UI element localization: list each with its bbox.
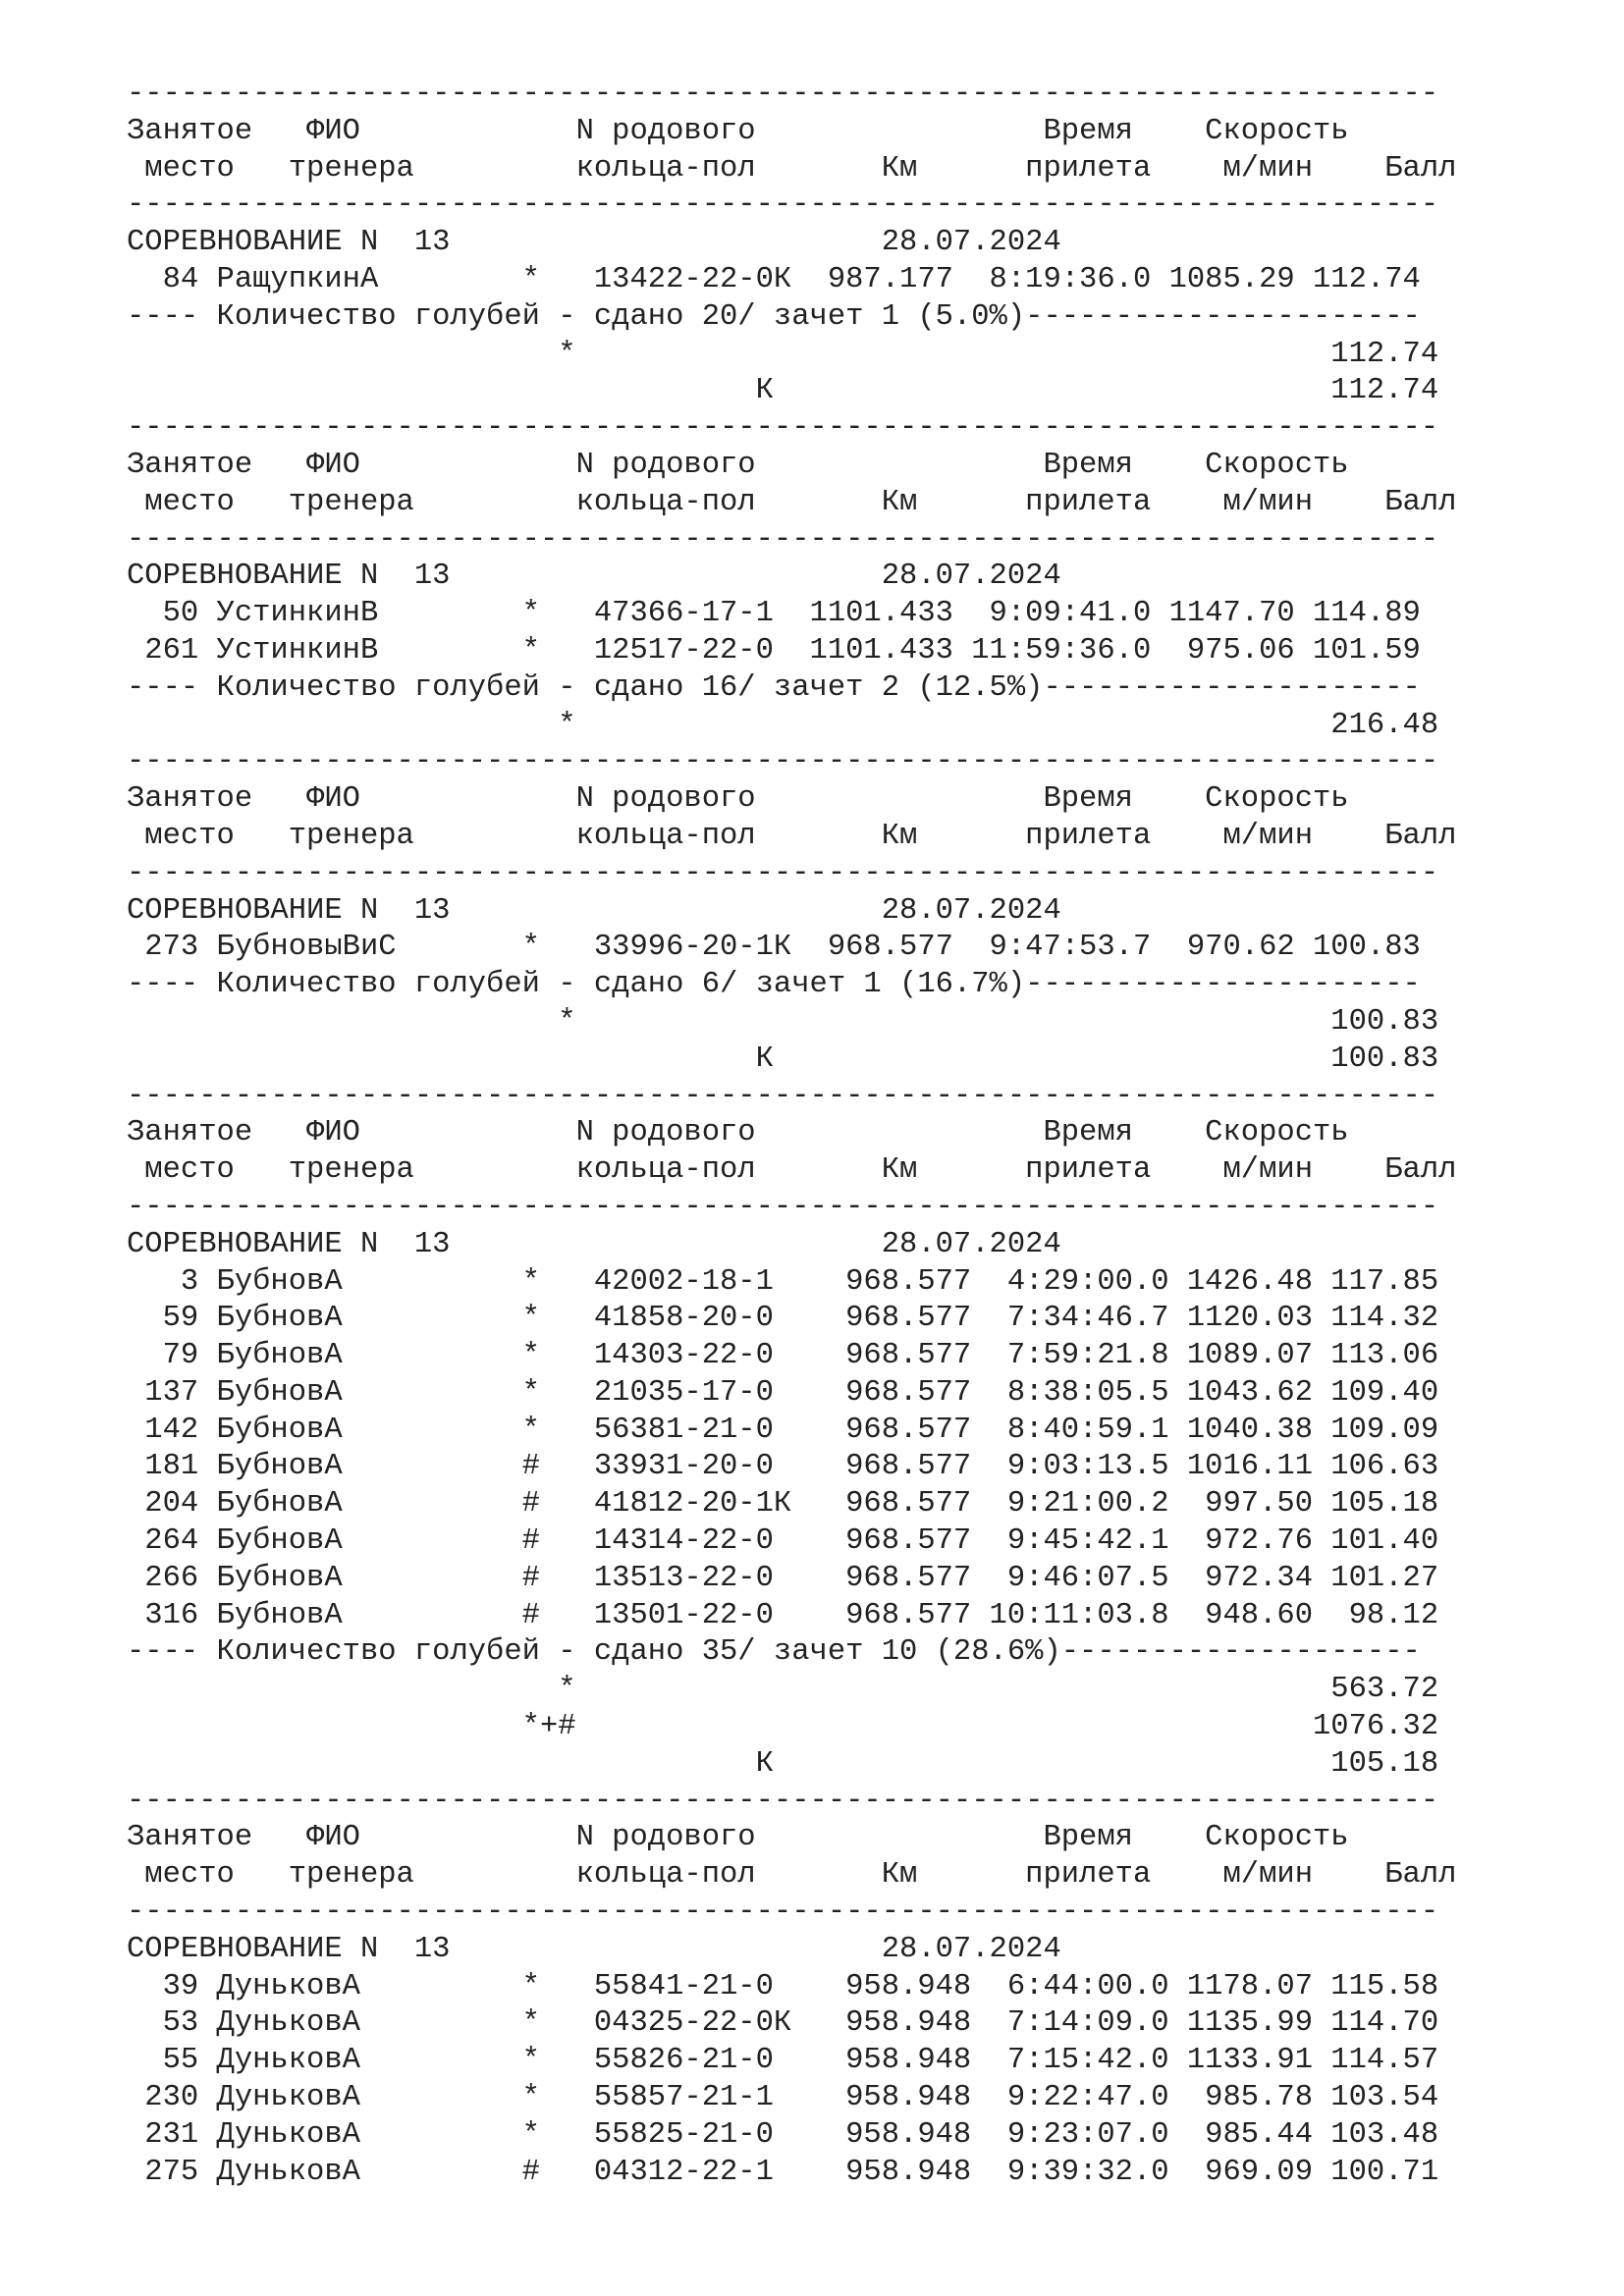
result-row: 50 УстинкинВ * 47366-17-1 1101.433 9:09:41.0 1147.70 114.89 — [127, 597, 1421, 631]
total-line: * 563.72 — [127, 1673, 1439, 1707]
result-row: 275 ДуньковА # 04312-22-1 958.948 9:39:32.0 969.09 100.71 — [127, 2155, 1439, 2189]
column-header-line: место тренера кольца-пол Км прилета м/мин Балл — [127, 485, 1457, 519]
competition-line: СОРЕВНОВАНИЕ N 13 28.07.2024 — [127, 1932, 1061, 1966]
separator-line: ------------------------------------------------------------------------- — [127, 856, 1439, 890]
result-row: 266 БубновА # 13513-22-0 968.577 9:46:07.5 972.34 101.27 — [127, 1561, 1439, 1595]
column-header-line: Занятое ФИО N родового Время Скорость — [127, 1116, 1349, 1150]
column-header-line: место тренера кольца-пол Км прилета м/мин Балл — [127, 1858, 1457, 1893]
result-row: 137 БубновА * 21035-17-0 968.577 8:38:05.5 1043.62 109.40 — [127, 1375, 1439, 1410]
result-row: 53 ДуньковА * 04325-22-0К 958.948 7:14:09.0 1135.99 114.70 — [127, 2006, 1439, 2041]
result-row: 264 БубновА # 14314-22-0 968.577 9:45:42.1 972.76 101.40 — [127, 1524, 1439, 1559]
result-row: 231 ДуньковА * 55825-21-0 958.948 9:23:07.0 985.44 103.48 — [127, 2117, 1439, 2152]
separator-line: ------------------------------------------------------------------------- — [127, 188, 1439, 223]
result-row: 84 РащупкинА * 13422-22-0К 987.177 8:19:36.0 1085.29 112.74 — [127, 262, 1421, 296]
column-header-line: место тренера кольца-пол Км прилета м/мин Балл — [127, 819, 1457, 853]
separator-line: ------------------------------------------------------------------------- — [127, 522, 1439, 557]
total-line: * 100.83 — [127, 1004, 1439, 1039]
result-row: 142 БубновА * 56381-21-0 968.577 8:40:59.1 1040.38 109.09 — [127, 1413, 1439, 1447]
column-header-line: место тренера кольца-пол Км прилета м/мин Балл — [127, 1153, 1457, 1188]
separator-line: ------------------------------------------------------------------------- — [127, 411, 1439, 446]
total-line: * 216.48 — [127, 708, 1439, 742]
result-row: 273 БубновыВиС * 33996-20-1К 968.577 9:47:53.7 970.62 100.83 — [127, 931, 1421, 965]
result-row: 316 БубновА # 13501-22-0 968.577 10:11:03.8 948.60 98.12 — [127, 1598, 1439, 1632]
total-line: * 112.74 — [127, 337, 1439, 371]
result-row: 39 ДуньковА * 55841-21-0 958.948 6:44:00.0 1178.07 115.58 — [127, 1969, 1439, 2003]
column-header-line: Занятое ФИО N родового Время Скорость — [127, 114, 1349, 148]
separator-line: ------------------------------------------------------------------------- — [127, 1079, 1439, 1113]
result-row: 55 ДуньковА * 55826-21-0 958.948 7:15:42.0 1133.91 114.57 — [127, 2044, 1439, 2078]
report-text — [127, 77, 1560, 2191]
result-row: 204 БубновА # 41812-20-1К 968.577 9:21:00.2 997.50 105.18 — [127, 1487, 1439, 1522]
total-line: *+# 1076.32 — [127, 1710, 1439, 1744]
result-row: 230 ДуньковА * 55857-21-1 958.948 9:22:47.0 985.78 103.54 — [127, 2081, 1439, 2115]
report-page — [127, 77, 1560, 2191]
total-line: К 100.83 — [127, 1041, 1439, 1076]
competition-line: СОРЕВНОВАНИЕ N 13 28.07.2024 — [127, 893, 1061, 928]
summary-line: ---- Количество голубей - сдано 35/ зачет 10 (28.6%)-------------------- — [127, 1635, 1421, 1670]
separator-line: ------------------------------------------------------------------------- — [127, 78, 1439, 111]
competition-line: СОРЕВНОВАНИЕ N 13 28.07.2024 — [127, 560, 1061, 594]
summary-line: ---- Количество голубей - сдано 20/ зачет 1 (5.0%)---------------------- — [127, 299, 1421, 334]
result-row: 3 БубновА * 42002-18-1 968.577 4:29:00.0 1426.48 117.85 — [127, 1264, 1439, 1299]
result-row: 79 БубновА * 14303-22-0 968.577 7:59:21.8 1089.07 113.06 — [127, 1339, 1439, 1373]
separator-line: ------------------------------------------------------------------------- — [127, 1784, 1439, 1818]
column-header-line: место тренера кольца-пол Км прилета м/мин Балл — [127, 151, 1457, 186]
result-row: 261 УстинкинВ * 12517-22-0 1101.433 11:59:36.0 975.06 101.59 — [127, 633, 1421, 667]
separator-line: ------------------------------------------------------------------------- — [127, 745, 1439, 779]
column-header-line: Занятое ФИО N родового Время Скорость — [127, 782, 1349, 817]
result-row: 181 БубновА # 33931-20-0 968.577 9:03:13.5 1016.11 106.63 — [127, 1450, 1439, 1484]
column-header-line: Занятое ФИО N родового Время Скорость — [127, 1821, 1349, 1855]
column-header-line: Занятое ФИО N родового Время Скорость — [127, 448, 1349, 482]
competition-line: СОРЕВНОВАНИЕ N 13 28.07.2024 — [127, 226, 1061, 260]
total-line: К 112.74 — [127, 374, 1439, 408]
separator-line: ------------------------------------------------------------------------- — [127, 1896, 1439, 1930]
summary-line: ---- Количество голубей - сдано 16/ зачет 2 (12.5%)--------------------- — [127, 670, 1421, 705]
result-row: 59 БубновА * 41858-20-0 968.577 7:34:46.7 1120.03 114.32 — [127, 1302, 1439, 1336]
competition-line: СОРЕВНОВАНИЕ N 13 28.07.2024 — [127, 1227, 1061, 1261]
summary-line: ---- Количество голубей - сдано 6/ зачет 1 (16.7%)---------------------- — [127, 968, 1421, 1002]
separator-line: ------------------------------------------------------------------------- — [127, 1190, 1439, 1224]
total-line: К 105.18 — [127, 1746, 1439, 1781]
